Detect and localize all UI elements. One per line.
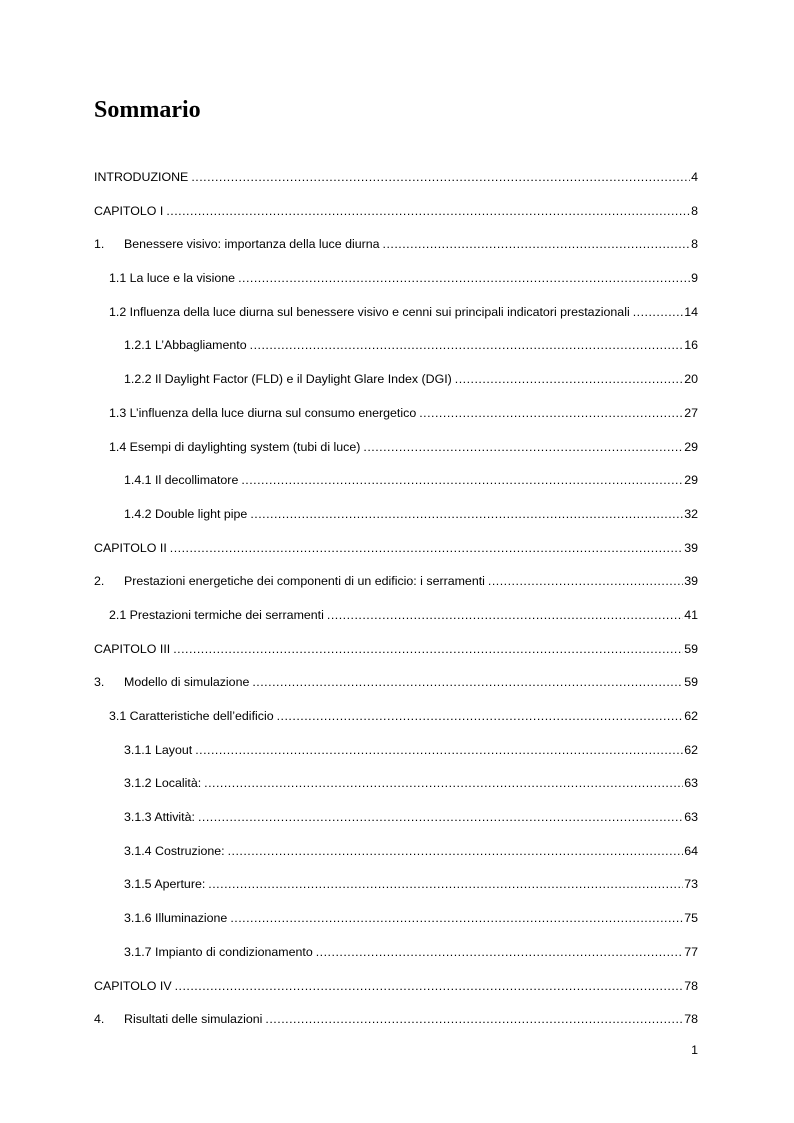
toc-entry-title: 1.3 L’influenza della luce diurna sul consumo energetico bbox=[109, 405, 417, 420]
toc-entry[interactable] bbox=[94, 301, 698, 335]
toc-dot-leader bbox=[166, 200, 690, 222]
toc-entry-title: CAPITOLO III bbox=[94, 641, 171, 656]
toc-entry-page-number: 32 bbox=[684, 506, 698, 521]
toc-dot-leader bbox=[316, 941, 683, 963]
toc-entry-title: 1.2.2 Il Daylight Factor (FLD) e il Daylight Glare Index (DGI) bbox=[124, 372, 452, 387]
toc-dot-leader bbox=[250, 503, 683, 525]
toc-entry[interactable] bbox=[94, 638, 698, 672]
toc-entry[interactable] bbox=[94, 368, 698, 402]
toc-entry[interactable] bbox=[94, 537, 698, 571]
toc-entry-title: 3.1 Caratteristiche dell’edificio bbox=[109, 709, 274, 723]
toc-dot-leader bbox=[265, 1008, 683, 1030]
toc-dot-leader bbox=[191, 166, 690, 188]
toc-dot-leader bbox=[208, 873, 683, 895]
toc-entry-title: CAPITOLO I bbox=[94, 203, 164, 218]
toc-entry-page-number: 20 bbox=[684, 372, 698, 387]
toc-entry-title: 1.1 La luce e la visione bbox=[109, 271, 236, 286]
toc-entry[interactable] bbox=[94, 840, 698, 874]
toc-entry-page-number: 8 bbox=[691, 203, 698, 218]
toc-entry[interactable] bbox=[94, 671, 698, 705]
toc-entry-title: Benessere visivo: importanza della luce diurna bbox=[124, 237, 380, 252]
toc-entry[interactable] bbox=[94, 570, 698, 604]
toc-dot-leader bbox=[170, 537, 683, 559]
toc-entry-title: 1.4.2 Double light pipe bbox=[124, 506, 248, 521]
toc-dot-leader bbox=[195, 739, 683, 761]
toc-entry-page-number: 63 bbox=[684, 776, 698, 791]
toc-entry-title: Prestazioni energetiche dei componenti di un edificio: i serramenti bbox=[124, 574, 485, 589]
toc-entry-page-number: 16 bbox=[684, 338, 698, 353]
toc-entry-title: 1.2 Influenza della luce diurna sul benessere visivo e cenni sui principali indicatori prestazionali bbox=[109, 304, 630, 319]
toc-entry-page-number: 14 bbox=[684, 304, 698, 319]
toc-dot-leader bbox=[363, 436, 683, 458]
toc-entry-page-number: 62 bbox=[684, 742, 698, 757]
toc-entry-title: 3.1.1 Layout bbox=[124, 742, 193, 757]
toc-entry-title: 3.1.5 Aperture: bbox=[124, 877, 206, 892]
toc-entry-title: CAPITOLO II bbox=[94, 540, 167, 555]
toc-dot-leader bbox=[198, 806, 683, 828]
toc-entry[interactable] bbox=[94, 503, 698, 537]
toc-entry-title: 1.4 Esempi di daylighting system (tubi di luce) bbox=[109, 439, 361, 454]
toc-entry-title: 1.4.1 Il decollimatore bbox=[124, 473, 239, 488]
toc-dot-leader bbox=[488, 570, 683, 592]
toc-entry-title: 3.1.3 Attività: bbox=[124, 810, 195, 825]
toc-entry[interactable] bbox=[94, 200, 698, 234]
toc-entry[interactable] bbox=[94, 705, 698, 739]
table-of-contents bbox=[94, 166, 698, 1042]
toc-entry-page-number: 78 bbox=[684, 1012, 698, 1027]
toc-entry-page-number: 41 bbox=[684, 607, 698, 622]
toc-dot-leader bbox=[419, 402, 683, 424]
toc-entry[interactable] bbox=[94, 941, 698, 975]
toc-dot-leader bbox=[327, 604, 683, 626]
toc-entry[interactable] bbox=[94, 402, 698, 436]
toc-entry[interactable] bbox=[94, 772, 698, 806]
toc-entry-title: 3.1.4 Costruzione: bbox=[124, 843, 225, 858]
toc-entry-title: 1.2.1 L’Abbagliamento bbox=[124, 338, 247, 353]
toc-entry-page-number: 78 bbox=[684, 978, 698, 993]
toc-entry-page-number: 4 bbox=[691, 170, 698, 184]
toc-entry-title: 3.1.7 Impianto di condizionamento bbox=[124, 944, 313, 959]
toc-entry-title: INTRODUZIONE bbox=[94, 170, 189, 184]
toc-dot-leader bbox=[241, 469, 683, 491]
toc-dot-leader bbox=[455, 368, 683, 390]
toc-entry-title: 2.1 Prestazioni termiche dei serramenti bbox=[109, 607, 324, 622]
toc-entry-number: 4. bbox=[94, 1012, 105, 1027]
toc-entry-page-number: 39 bbox=[684, 574, 698, 589]
toc-dot-leader bbox=[277, 705, 684, 727]
toc-dot-leader bbox=[238, 267, 690, 289]
toc-entry-page-number: 64 bbox=[684, 843, 698, 858]
toc-entry-title: Modello di simulazione bbox=[124, 675, 250, 690]
toc-entry-page-number: 73 bbox=[684, 877, 698, 892]
toc-entry[interactable] bbox=[94, 739, 698, 773]
toc-entry-title: Risultati delle simulazioni bbox=[124, 1012, 263, 1027]
toc-entry[interactable] bbox=[94, 267, 698, 301]
toc-entry[interactable] bbox=[94, 604, 698, 638]
toc-entry-page-number: 29 bbox=[684, 439, 698, 454]
toc-entry[interactable] bbox=[94, 334, 698, 368]
toc-entry-title: 3.1.2 Località: bbox=[124, 776, 202, 791]
toc-dot-leader bbox=[228, 840, 684, 862]
toc-entry-page-number: 59 bbox=[684, 675, 698, 690]
toc-entry-page-number: 27 bbox=[684, 405, 698, 420]
toc-entry[interactable] bbox=[94, 873, 698, 907]
toc-dot-leader bbox=[230, 907, 683, 929]
toc-entry[interactable] bbox=[94, 975, 698, 1009]
toc-entry[interactable] bbox=[94, 469, 698, 503]
toc-dot-leader bbox=[175, 975, 684, 997]
toc-entry[interactable] bbox=[94, 436, 698, 470]
toc-entry-title: CAPITOLO IV bbox=[94, 978, 172, 993]
toc-entry[interactable] bbox=[94, 233, 698, 267]
toc-dot-leader bbox=[250, 334, 684, 356]
toc-dot-leader bbox=[204, 772, 683, 794]
toc-entry-page-number: 63 bbox=[684, 810, 698, 825]
toc-dot-leader bbox=[383, 233, 691, 255]
toc-entry-title: 3.1.6 Illuminazione bbox=[124, 911, 228, 926]
toc-entry[interactable] bbox=[94, 806, 698, 840]
toc-entry[interactable] bbox=[94, 1008, 698, 1042]
toc-dot-leader bbox=[633, 301, 683, 323]
toc-entry-number: 1. bbox=[94, 237, 105, 252]
toc-entry[interactable] bbox=[94, 907, 698, 941]
toc-entry-page-number: 62 bbox=[684, 709, 698, 723]
toc-entry-page-number: 39 bbox=[684, 540, 698, 555]
toc-entry-page-number: 8 bbox=[691, 237, 698, 252]
toc-entry-page-number: 9 bbox=[691, 271, 698, 286]
page-number: 1 bbox=[691, 1043, 698, 1057]
toc-entry-page-number: 29 bbox=[684, 473, 698, 488]
toc-entry-page-number: 75 bbox=[684, 911, 698, 926]
toc-dot-leader bbox=[252, 671, 683, 693]
toc-entry-page-number: 77 bbox=[684, 944, 698, 959]
toc-dot-leader bbox=[173, 638, 683, 660]
toc-entry[interactable] bbox=[94, 166, 698, 200]
toc-entry-number: 2. bbox=[94, 574, 105, 589]
toc-entry-page-number: 59 bbox=[684, 641, 698, 656]
page-title: Sommario bbox=[94, 97, 201, 123]
toc-entry-number: 3. bbox=[94, 675, 105, 690]
